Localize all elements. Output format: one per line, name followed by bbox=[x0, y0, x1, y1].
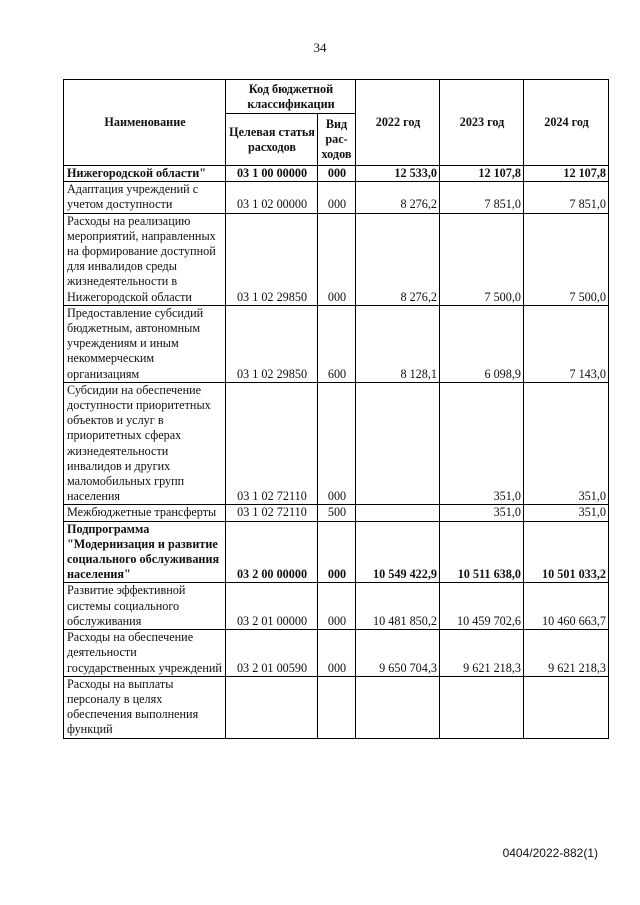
row-expense-type: 600 bbox=[318, 305, 356, 382]
row-value-2024: 10 460 663,7 bbox=[524, 583, 609, 630]
row-name: Подпрограмма "Модернизация и развитие социального обслуживания населения" bbox=[64, 521, 226, 583]
row-value-2024 bbox=[524, 676, 609, 738]
table-row bbox=[64, 521, 609, 583]
row-expense-type bbox=[318, 676, 356, 738]
row-name: Субсидии на обеспечение доступности приоритетных объектов и услуг в приоритетных сферах жизнедеятельности инвалидов и других маломобильных групп населения bbox=[64, 382, 226, 505]
header-code-group: Код бюджетной классификации bbox=[226, 80, 356, 114]
document-code: 0404/2022-882(1) bbox=[502, 846, 598, 860]
row-expense-type: 000 bbox=[318, 521, 356, 583]
row-target-code: 03 1 02 72110 bbox=[226, 505, 318, 521]
row-value-2022 bbox=[356, 676, 440, 738]
row-name: Расходы на обеспечение деятельности государственных учреждений bbox=[64, 630, 226, 677]
row-name: Межбюджетные трансферты bbox=[64, 505, 226, 521]
row-value-2022 bbox=[356, 505, 440, 521]
header-2022: 2022 год bbox=[356, 80, 440, 166]
header-name: Наименование bbox=[64, 80, 226, 166]
row-target-code: 03 1 02 29850 bbox=[226, 305, 318, 382]
row-value-2022: 8 128,1 bbox=[356, 305, 440, 382]
row-target-code: 03 1 00 00000 bbox=[226, 166, 318, 182]
row-value-2023: 351,0 bbox=[440, 382, 524, 505]
row-expense-type: 000 bbox=[318, 583, 356, 630]
row-value-2024: 351,0 bbox=[524, 505, 609, 521]
row-value-2022: 8 276,2 bbox=[356, 213, 440, 305]
row-name: Адаптация учреждений с учетом доступности bbox=[64, 182, 226, 213]
row-target-code: 03 2 01 00590 bbox=[226, 630, 318, 677]
header-2024: 2024 год bbox=[524, 80, 609, 166]
table-row bbox=[64, 505, 609, 521]
row-target-code: 03 2 00 00000 bbox=[226, 521, 318, 583]
row-value-2022: 9 650 704,3 bbox=[356, 630, 440, 677]
row-value-2022: 10 481 850,2 bbox=[356, 583, 440, 630]
row-value-2022: 8 276,2 bbox=[356, 182, 440, 213]
row-value-2024: 7 851,0 bbox=[524, 182, 609, 213]
row-name: Расходы на реализацию мероприятий, направленных на формирование доступной для инвалидов среды жизнедеятельности в Нижегородской области bbox=[64, 213, 226, 305]
row-value-2024: 12 107,8 bbox=[524, 166, 609, 182]
row-name: Расходы на выплаты персоналу в целях обеспечения выполнения функций bbox=[64, 676, 226, 738]
row-expense-type: 000 bbox=[318, 166, 356, 182]
row-value-2023: 351,0 bbox=[440, 505, 524, 521]
row-expense-type: 000 bbox=[318, 182, 356, 213]
budget-table bbox=[63, 79, 609, 739]
row-value-2024: 7 143,0 bbox=[524, 305, 609, 382]
header-2023: 2023 год bbox=[440, 80, 524, 166]
row-name: Предоставление субсидий бюджетным, автономным учреждениям и иным некоммерческим организациям bbox=[64, 305, 226, 382]
row-target-code: 03 1 02 29850 bbox=[226, 213, 318, 305]
row-expense-type: 000 bbox=[318, 382, 356, 505]
row-target-code: 03 2 01 00000 bbox=[226, 583, 318, 630]
table-body bbox=[64, 166, 609, 739]
row-target-code: 03 1 02 00000 bbox=[226, 182, 318, 213]
table-row bbox=[64, 630, 609, 677]
row-value-2023: 9 621 218,3 bbox=[440, 630, 524, 677]
table-row bbox=[64, 382, 609, 505]
table-row bbox=[64, 166, 609, 182]
table-row bbox=[64, 583, 609, 630]
row-value-2023: 6 098,9 bbox=[440, 305, 524, 382]
row-name: Нижегородской области" bbox=[64, 166, 226, 182]
header-type: Вид рас- ходов bbox=[318, 114, 356, 166]
table-row bbox=[64, 182, 609, 213]
row-value-2022 bbox=[356, 382, 440, 505]
table-row bbox=[64, 213, 609, 305]
table-row bbox=[64, 305, 609, 382]
row-value-2023: 10 459 702,6 bbox=[440, 583, 524, 630]
page-number: 34 bbox=[313, 40, 327, 55]
row-value-2022: 12 533,0 bbox=[356, 166, 440, 182]
table-row bbox=[64, 676, 609, 738]
row-expense-type: 000 bbox=[318, 213, 356, 305]
row-name: Развитие эффективной системы социального обслуживания bbox=[64, 583, 226, 630]
header-target: Целевая статья расходов bbox=[226, 114, 318, 166]
row-target-code: 03 1 02 72110 bbox=[226, 382, 318, 505]
row-target-code bbox=[226, 676, 318, 738]
row-value-2022: 10 549 422,9 bbox=[356, 521, 440, 583]
row-expense-type: 000 bbox=[318, 630, 356, 677]
row-value-2023 bbox=[440, 676, 524, 738]
row-value-2023: 7 500,0 bbox=[440, 213, 524, 305]
row-value-2024: 7 500,0 bbox=[524, 213, 609, 305]
row-expense-type: 500 bbox=[318, 505, 356, 521]
row-value-2023: 7 851,0 bbox=[440, 182, 524, 213]
row-value-2023: 10 511 638,0 bbox=[440, 521, 524, 583]
row-value-2024: 9 621 218,3 bbox=[524, 630, 609, 677]
row-value-2023: 12 107,8 bbox=[440, 166, 524, 182]
row-value-2024: 351,0 bbox=[524, 382, 609, 505]
row-value-2024: 10 501 033,2 bbox=[524, 521, 609, 583]
